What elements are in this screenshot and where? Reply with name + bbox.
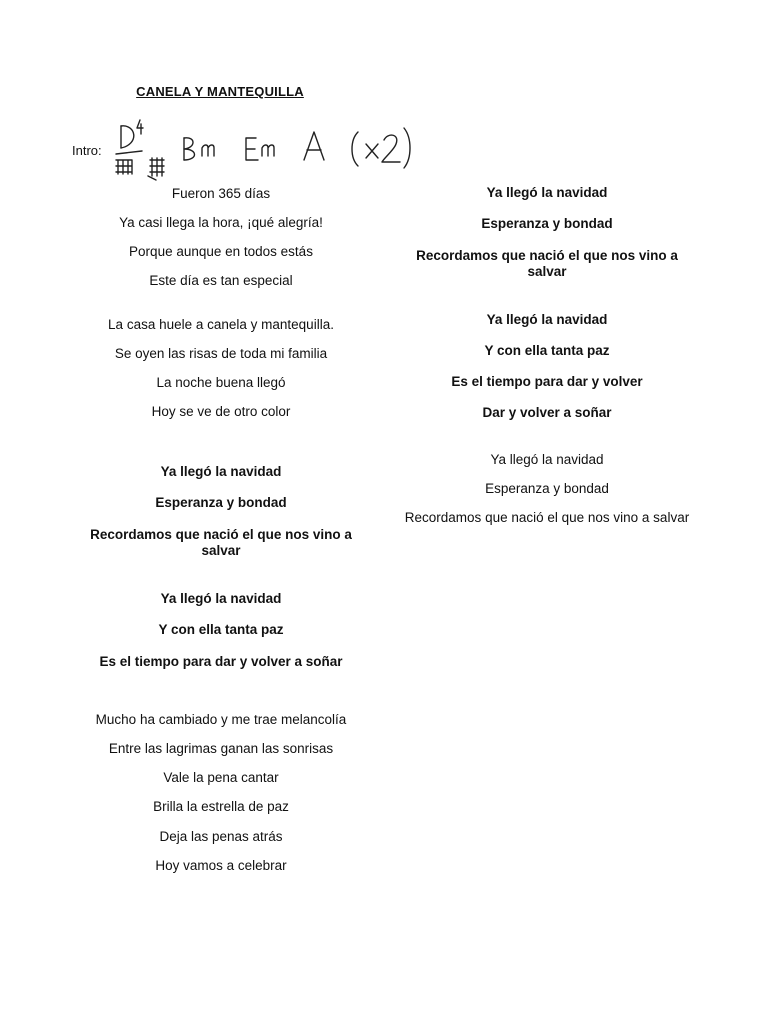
chorus-line: Y con ella tanta paz [484,343,610,358]
chorus-line: Recordamos que nació el que nos vino a salvar [416,248,678,279]
chorus-line: Ya llegó la navidad [486,185,608,200]
chorus-line: Y con ella tanta paz [158,622,284,637]
chorus-line: Es el tiempo para dar y volver a soñar [99,654,343,669]
lyric-line: Entre las lagrimas ganan las sonrisas [108,741,334,756]
chord-d6 [116,120,164,180]
chord-a [304,132,324,160]
lyric-line: Deja las penas atrás [159,829,283,844]
chorus-line: Es el tiempo para dar y volver [451,374,643,389]
lyric-line: Ya llegó la navidad [490,452,604,467]
lyric-line: Hoy se ve de otro color [151,404,291,419]
chorus-line: Ya llegó la navidad [160,591,282,606]
chorus-line: Dar y volver a soñar [482,405,612,420]
chorus-line: Recordamos que nació el que nos vino a salvar [90,527,352,558]
chorus-line: Ya llegó la navidad [160,464,282,479]
song-title: CANELA Y MANTEQUILLA [136,84,304,99]
chorus-line: Esperanza y bondad [155,495,287,510]
lyric-line: Se oyen las risas de toda mi familia [114,346,328,361]
repeat-x2 [352,128,410,168]
lyric-line: Porque aunque en todos estás [129,244,313,259]
lyric-line: Fueron 365 días [171,186,271,201]
chorus-line: Ya llegó la navidad [486,312,608,327]
intro-label: Intro: [72,143,102,158]
intro-chords-handwritten [104,114,414,190]
lyric-line: Recordamos que nació el que nos vino a salvar [404,510,690,525]
lyric-line: La casa huele a canela y mantequilla. [108,317,334,332]
chorus-line: Esperanza y bondad [481,216,613,231]
chord-em [246,138,274,160]
lyric-line: La noche buena llegó [156,375,286,390]
lyric-line: Vale la pena cantar [163,770,279,785]
lyric-line: Ya casi llega la hora, ¡qué alegría! [119,215,323,230]
lyric-line: Esperanza y bondad [485,481,609,496]
chord-bm [184,138,214,160]
lyric-line: Este día es tan especial [149,273,293,288]
lyric-line: Brilla la estrella de paz [153,799,289,814]
lyric-line: Hoy vamos a celebrar [155,858,287,873]
lyric-line: Mucho ha cambiado y me trae melancolía [95,712,347,727]
